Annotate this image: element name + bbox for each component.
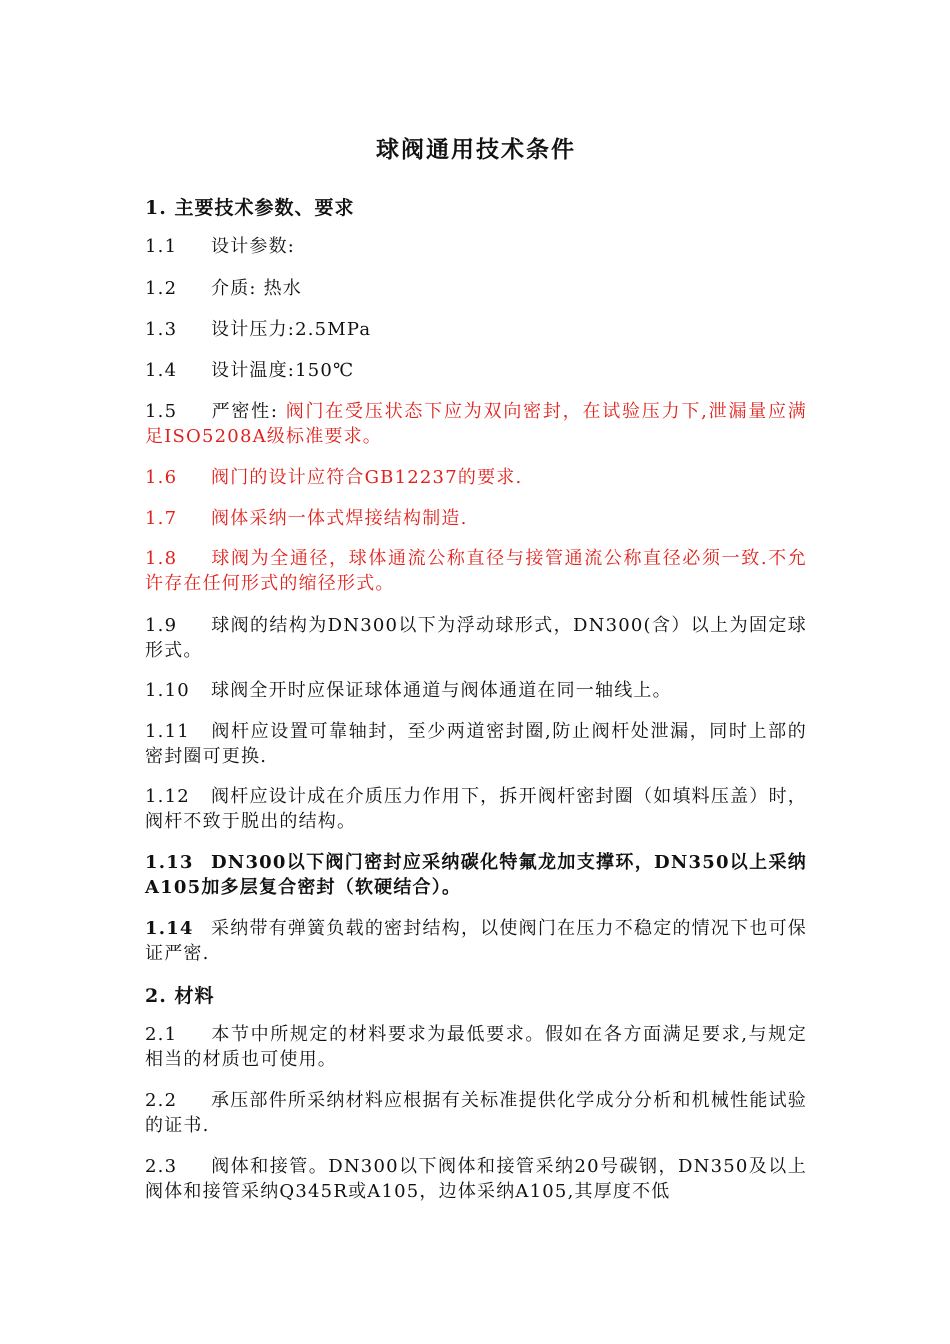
item-1-6: [145, 465, 807, 490]
item-text: 阀杆应设置可靠轴封，至少两道密封圈,防止阀杆处泄漏，同时上部的密封圈可更换.: [145, 721, 807, 767]
item-1-14: [145, 916, 807, 966]
item-text: 阀门的设计应符合GB12237的要求.: [211, 467, 523, 488]
item-1-2: [145, 276, 807, 301]
item-number: 1.11: [145, 721, 190, 742]
item-number: 1.2: [145, 278, 178, 299]
item-text: DN300以下阀门密封应采纳碳化特氟龙加支撑环，DN350以上采纳A105加多层复合密封（软硬结合）。: [145, 852, 807, 898]
item-text: 球阀为全通径，球体通流公称直径与接管通流公称直径必须一致.不允许存在任何形式的缩径形式。: [145, 548, 807, 594]
item-1-1: [145, 234, 807, 259]
item-text: 介质: 热水: [211, 278, 302, 299]
item-text: 球阀全开时应保证球体通道与阀体通道在同一轴线上。: [211, 680, 672, 701]
item-number: 2.1: [145, 1024, 178, 1045]
item-text: 阀体采纳一体式焊接结构制造.: [211, 508, 468, 529]
item-number: 2.3: [145, 1156, 178, 1177]
item-number: 1.9: [145, 615, 178, 636]
document-title: 球阀通用技术条件: [376, 136, 576, 163]
item-text: 设计压力:2.5MPa: [211, 319, 372, 340]
item-1-5: [145, 399, 807, 449]
item-number: 1.14: [145, 918, 194, 939]
item-number: 2.2: [145, 1090, 178, 1111]
item-1-4: [145, 358, 807, 383]
item-number: 1.1: [145, 236, 178, 257]
item-1-12: [145, 784, 807, 834]
item-text: 本节中所规定的材料要求为最低要求。假如在各方面满足要求,与规定相当的材质也可使用。: [145, 1024, 807, 1070]
item-number: 1.8: [145, 548, 178, 569]
item-text: 设计温度:150℃: [211, 360, 355, 381]
item-number: 1.10: [145, 680, 190, 701]
item-number: 1.7: [145, 508, 178, 529]
item-text: 阀体和接管。DN300以下阀体和接管采纳20号碳钢，DN350及以上阀体和接管采纳Q345R或A105，边体采纳A105,其厚度不低: [145, 1156, 807, 1202]
item-1-9: [145, 613, 807, 663]
item-number: 1.4: [145, 360, 178, 381]
item-1-10: [145, 678, 807, 703]
item-1-13: [145, 850, 807, 900]
section-1-heading: 1. 主要技术参数、要求: [145, 197, 355, 219]
item-text: 采纳带有弹簧负载的密封结构，以使阀门在压力不稳定的情况下也可保证严密.: [145, 918, 807, 964]
item-1-7: [145, 506, 807, 531]
item-text: 承压部件所采纳材料应根据有关标准提供化学成分分析和机械性能试验的证书.: [145, 1090, 807, 1136]
item-text: 设计参数:: [211, 236, 296, 257]
item-text: 球阀的结构为DN300以下为浮动球形式，DN300(含）以上为固定球形式。: [145, 615, 807, 661]
item-number: 1.3: [145, 319, 178, 340]
item-number: 1.13: [145, 852, 194, 873]
section-2-heading: 2. 材料: [145, 985, 215, 1007]
item-number: 1.12: [145, 786, 190, 807]
item-2-2: [145, 1088, 807, 1138]
item-2-1: [145, 1022, 807, 1072]
item-1-3: [145, 317, 807, 342]
item-number: 1.6: [145, 467, 178, 488]
item-text: 阀杆应设计成在介质压力作用下，拆开阀杆密封圈（如填料压盖）时，阀杆不致于脱出的结构。: [145, 786, 807, 832]
item-number: 1.5: [145, 401, 178, 422]
item-text: 严密性: 阀门在受压状态下应为双向密封，在试验压力下,泄漏量应满足ISO5208A级标准要求。: [145, 401, 807, 447]
item-1-11: [145, 719, 807, 769]
item-1-8: [145, 546, 807, 596]
item-2-3: [145, 1154, 807, 1204]
